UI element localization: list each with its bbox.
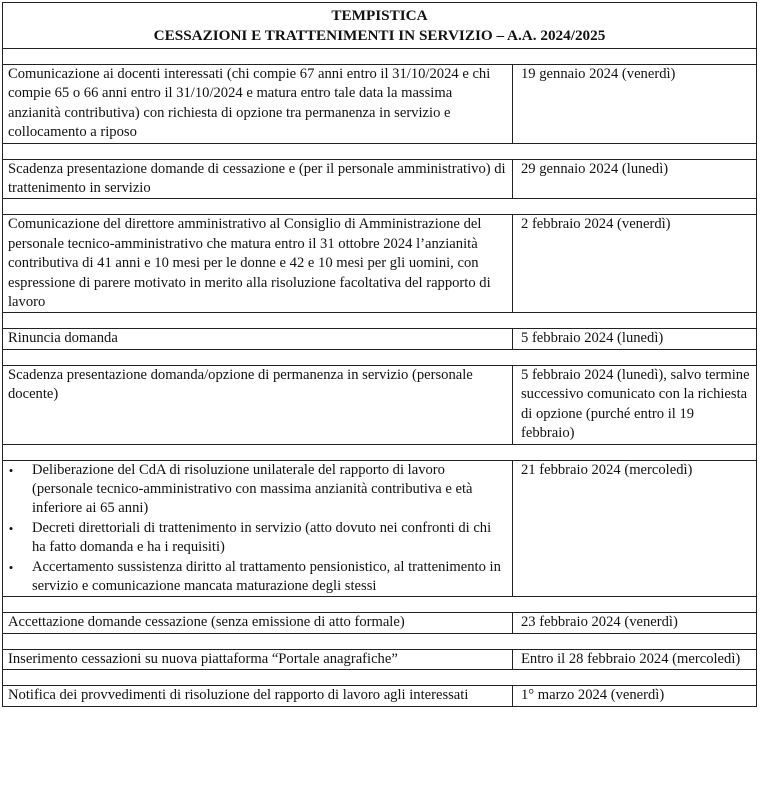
- row-description: Comunicazione del direttore amministrativo al Consiglio di Amministrazione del personale tecnico-amministrativo che matura entro il 31 ottobre 2024 l’anzianità contributiva di 41 anni e 10 mesi per le donne e 42 e 10 mesi per gli uomini, con espressione di parere motivato in merito alla risoluzione facoltativa del rapporto di lavoro: [3, 215, 513, 313]
- schedule-row: [3, 649, 757, 669]
- row-date: 29 gennaio 2024 (lunedì): [513, 159, 757, 199]
- spacer-row: [3, 199, 757, 215]
- row-description: Scadenza presentazione domande di cessazione e (per il personale amministrativo) di trattenimento in servizio: [3, 159, 513, 199]
- row-date: 21 febbraio 2024 (mercoledì): [513, 460, 757, 597]
- row-description: Scadenza presentazione domanda/opzione di permanenza in servizio (personale docente): [3, 365, 513, 444]
- row-date: 5 febbraio 2024 (lunedì), salvo termine successivo comunicato con la richiesta di opzione (purché entro il 19 febbraio): [513, 365, 757, 444]
- row-description: Inserimento cessazioni su nuova piattaforma “Portale anagrafiche”: [3, 649, 513, 669]
- spacer-row: [3, 597, 757, 613]
- schedule-row: [3, 215, 757, 313]
- bullet-item: [8, 558, 507, 597]
- row-date: 2 febbraio 2024 (venerdì): [513, 215, 757, 313]
- schedule-row: [3, 460, 757, 597]
- schedule-row: [3, 159, 757, 199]
- row-description: Comunicazione ai docenti interessati (chi compie 67 anni entro il 31/10/2024 e chi compie 65 o 66 anni entro il 31/10/2024 e matura entro tale data la massima anzianità contributiva) con richiesta di opzione tra permanenza in servizio e collocamento a riposo: [3, 65, 513, 144]
- bullet-text: Deliberazione del CdA di risoluzione unilaterale del rapporto di lavoro (personale tecnico-amministrativo con massima anzianità contributiva e età inferiore ai 65 anni): [32, 461, 473, 517]
- schedule-row: [3, 365, 757, 444]
- spacer-row: [3, 49, 757, 65]
- row-date: 1° marzo 2024 (venerdì): [513, 686, 757, 706]
- bullet-icon: •: [8, 462, 14, 478]
- row-date: 5 febbraio 2024 (lunedì): [513, 329, 757, 349]
- bullet-list: [8, 461, 507, 597]
- bullet-text: Accertamento sussistenza diritto al trattamento pensionistico, al trattenimento in servizio e comunicazione mancata maturazione degli stessi: [32, 558, 501, 594]
- row-date: Entro il 28 febbraio 2024 (mercoledì): [513, 649, 757, 669]
- spacer-row: [3, 670, 757, 686]
- row-description: Accettazione domande cessazione (senza emissione di atto formale): [3, 613, 513, 633]
- spacer-row: [3, 633, 757, 649]
- spacer-row: [3, 349, 757, 365]
- row-date: 23 febbraio 2024 (venerdì): [513, 613, 757, 633]
- row-description-bullets: [3, 460, 513, 597]
- title-cell: [3, 3, 757, 49]
- schedule-table: [2, 2, 757, 707]
- row-date: 19 gennaio 2024 (venerdì): [513, 65, 757, 144]
- schedule-row: [3, 613, 757, 633]
- bullet-icon: •: [8, 559, 14, 575]
- spacer-row: [3, 313, 757, 329]
- row-description: Rinuncia domanda: [3, 329, 513, 349]
- bullet-item: [8, 461, 507, 519]
- schedule-row: [3, 686, 757, 706]
- spacer-row: [3, 444, 757, 460]
- bullet-item: [8, 519, 507, 558]
- spacer-row: [3, 143, 757, 159]
- title-row: [3, 3, 757, 49]
- bullet-text: Decreti direttoriali di trattenimento in servizio (atto dovuto nei confronti di chi ha fatto domanda e ha i requisiti): [32, 519, 492, 556]
- bullet-icon: •: [8, 520, 14, 536]
- schedule-row: [3, 329, 757, 349]
- schedule-row: [3, 65, 757, 144]
- row-description: Notifica dei provvedimenti di risoluzione del rapporto di lavoro agli interessati: [3, 686, 513, 706]
- title-line-2: CESSAZIONI E TRATTENIMENTI IN SERVIZIO – A.A. 2024/2025: [153, 27, 606, 44]
- title-line-1: TEMPISTICA: [331, 7, 428, 24]
